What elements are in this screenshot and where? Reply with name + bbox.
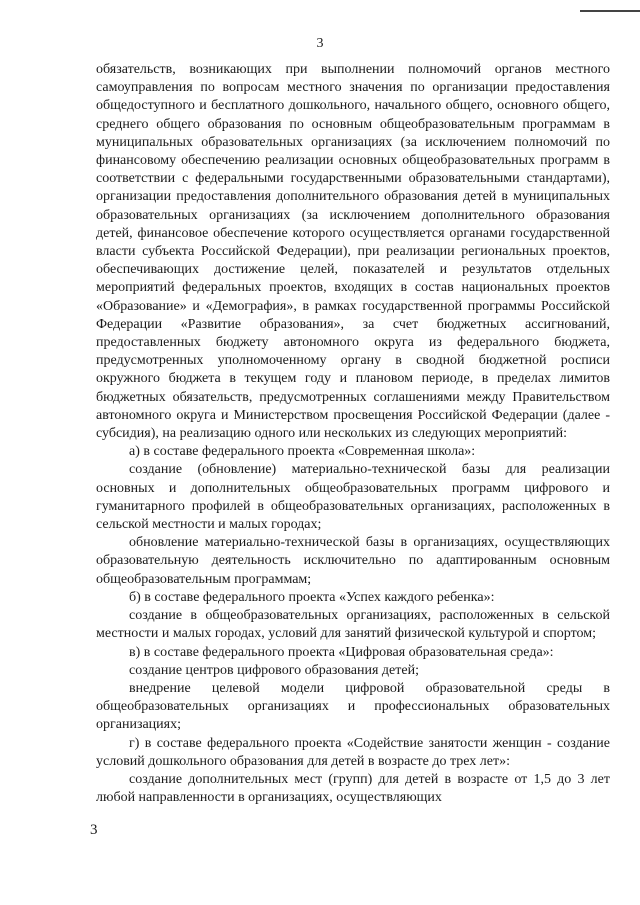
margin-mark: 3 xyxy=(90,822,98,838)
paragraph-g-1: создание дополнительных мест (групп) для детей в возрасте от 1,5 до 3 лет любой направленности в организациях, осуществляющих xyxy=(96,771,610,806)
paragraph-intro: обязательств, возникающих при выполнении полномочий органов местного самоуправления по вопросам местного значения по организации предоставления общедоступного и бесплатного дошкольного, начального общего, основного общего, среднего общего образования по основным общеобразовательным программам в муниципальных образовательных организациях (за исключением полномочий по финансовому обеспечению реализации основных общеобразовательных программ в соответствии с федеральными государственными образовательными стандартами), организации предоставления дополнительного образования детей в муниципальных образовательных организациях (за исключением дополнительного образования детей, финансовое обеспечение которого осуществляется органами государственной власти субъекта Российской Федерации), при реализации региональных проектов, обеспечивающих достижение целей, показателей и результатов отдельных мероприятий федеральных проектов, входящих в состав национальных проектов «Образование» и «Демография», в рамках государственной программы Российской Федерации «Развитие образования», за счет бюджетных ассигнований, предоставленных бюджету автономного округа из федерального бюджета, предусмотренных уполномоченному органу в сводной бюджетной росписи окружного бюджета в текущем году и плановом периоде, в пределах лимитов бюджетных обязательств, предусмотренных соглашениями между Правительством автономного округа и Министерством просвещения Российской Федерации (далее - субсидия), на реализацию одного или нескольких из следующих мероприятий: xyxy=(96,62,610,442)
paragraph-item-g: г) в составе федерального проекта «Содействие занятости женщин - создание условий дошкольного образования для детей в возрасте до трех лет»: xyxy=(96,735,610,769)
page-number: 3 xyxy=(316,36,324,51)
paragraph-item-v: в) в составе федерального проекта «Цифровая образовательная среда»: xyxy=(129,644,554,660)
paragraph-v-1: создание центров цифрового образования детей; xyxy=(129,662,419,678)
paragraph-v-2: внедрение целевой модели цифровой образовательной среды в общеобразовательных организациях и профессиональных образовательных организациях; xyxy=(96,680,610,733)
corner-scan-mark xyxy=(580,0,640,12)
paragraph-item-b: б) в составе федерального проекта «Успех каждого ребенка»: xyxy=(129,589,495,605)
document-body xyxy=(96,61,610,807)
paragraph-b-1: создание в общеобразовательных организациях, расположенных в сельской местности и малых городах, условий для занятий физической культурой и спортом; xyxy=(96,608,610,642)
paragraph-a-2: обновление материально-технической базы в организациях, осуществляющих образовательную деятельность исключительно по адаптированным основным общеобразовательным программам; xyxy=(96,535,610,587)
paragraph-item-a: а) в составе федерального проекта «Современная школа»: xyxy=(129,444,476,460)
paragraph-a-1: создание (обновление) материально-технической базы для реализации основных и дополнительных общеобразовательных программ цифрового и гуманитарного профилей в общеобразовательных организациях, расположенных в сельской местности и малых городах; xyxy=(96,462,610,533)
